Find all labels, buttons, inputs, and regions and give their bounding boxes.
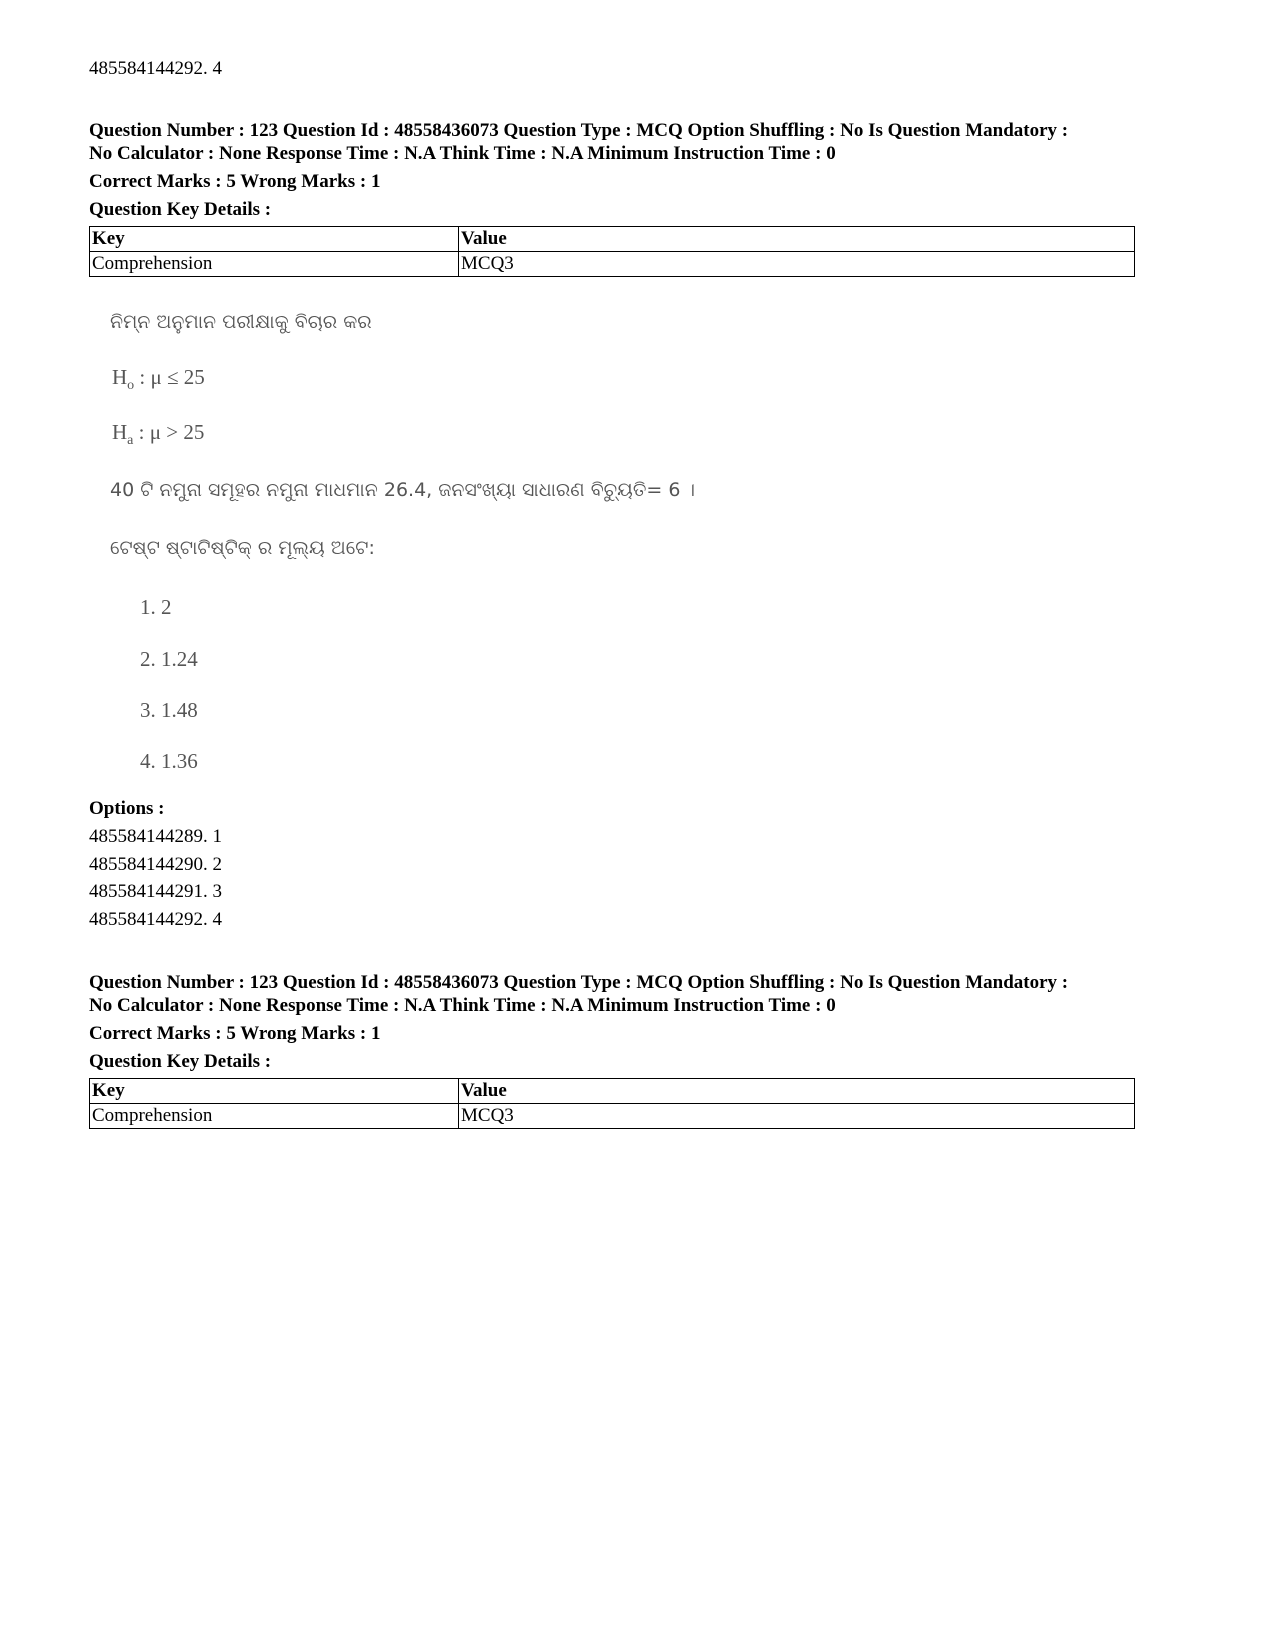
question-header-line2: No Calculator : None Response Time : N.A Think Time : N.A Minimum Instruction Time : 0 bbox=[89, 143, 836, 164]
marks-line: Correct Marks : 5 Wrong Marks : 1 bbox=[89, 1023, 381, 1044]
question-instruction-text: ନିମ୍ନ ଅନୁମାନ ପରୀକ୍ଷାକୁ ବିଚାର କର bbox=[110, 311, 372, 333]
question-header-line1: Question Number : 123 Question Id : 48558436073 Question Type : MCQ Option Shuffling : No Is Question Mandatory : bbox=[89, 120, 1069, 141]
sample-description-text: 40 ଟି ନମୁନା ସମୂହର ନମୁନା ମାଧମାନ 26.4, ଜନସଂଖ୍ୟା ସାଧାରଣ ବିଚ୍ୟୁତି= 6 । bbox=[110, 479, 696, 501]
question-choice-1: 1. 2 bbox=[140, 595, 172, 619]
h0-subscript: o bbox=[127, 378, 135, 394]
key-details-label: Question Key Details : bbox=[89, 1051, 272, 1072]
previous-option-line: 485584144292. 4 bbox=[89, 58, 222, 79]
ha-subscript: a bbox=[127, 433, 134, 449]
h0-symbol: H bbox=[112, 365, 128, 389]
h0-condition: : μ ≤ 25 bbox=[134, 365, 205, 389]
question-image bbox=[100, 295, 740, 795]
table-header-row bbox=[90, 227, 1135, 252]
question-choice-3: 3. 1.48 bbox=[140, 698, 198, 722]
key-details-label: Question Key Details : bbox=[89, 199, 272, 220]
option-item: 485584144292. 4 bbox=[89, 909, 222, 930]
question-header-line1: Question Number : 123 Question Id : 48558436073 Question Type : MCQ Option Shuffling : No Is Question Mandatory : bbox=[89, 972, 1069, 993]
value-cell: MCQ3 bbox=[459, 252, 1135, 277]
value-cell: MCQ3 bbox=[459, 1104, 1135, 1129]
table-header-row bbox=[90, 1079, 1135, 1104]
value-header: Value bbox=[459, 1079, 1135, 1104]
option-item: 485584144291. 3 bbox=[89, 881, 222, 902]
table-row bbox=[90, 252, 1135, 277]
key-cell: Comprehension bbox=[90, 252, 459, 277]
key-header: Key bbox=[90, 1079, 459, 1104]
key-details-table bbox=[89, 226, 1135, 277]
question-prompt-text: ଟେଷ୍ଟ ଷ୍ଟାଟିଷ୍ଟିକ୍ ର ମୂଲ୍ୟ ଅଟେ: bbox=[110, 537, 375, 559]
null-hypothesis bbox=[112, 365, 205, 394]
option-item: 485584144289. 1 bbox=[89, 826, 222, 847]
alternative-hypothesis bbox=[112, 420, 204, 449]
option-item: 485584144290. 2 bbox=[89, 854, 222, 875]
question-choice-4: 4. 1.36 bbox=[140, 749, 198, 773]
marks-line: Correct Marks : 5 Wrong Marks : 1 bbox=[89, 171, 381, 192]
table-row bbox=[90, 1104, 1135, 1129]
key-details-table bbox=[89, 1078, 1135, 1129]
value-header: Value bbox=[459, 227, 1135, 252]
options-label: Options : bbox=[89, 798, 165, 819]
ha-symbol: H bbox=[112, 420, 128, 444]
ha-condition: : μ > 25 bbox=[133, 420, 205, 444]
key-header: Key bbox=[90, 227, 459, 252]
question-header-line2: No Calculator : None Response Time : N.A Think Time : N.A Minimum Instruction Time : 0 bbox=[89, 995, 836, 1016]
key-cell: Comprehension bbox=[90, 1104, 459, 1129]
question-choice-2: 2. 1.24 bbox=[140, 647, 198, 671]
